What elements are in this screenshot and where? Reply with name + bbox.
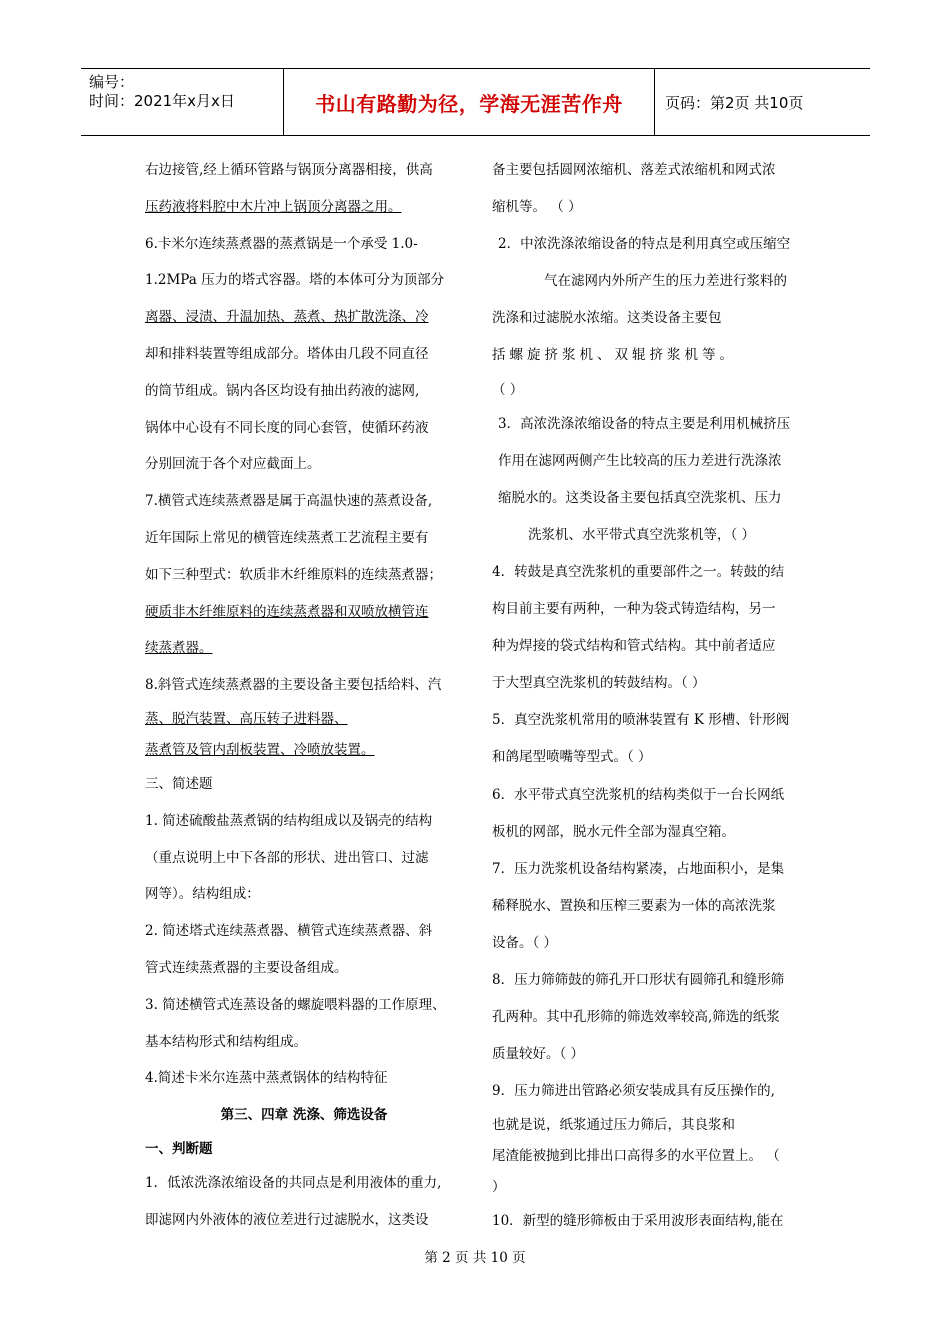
text-line: 孔两种。其中孔形筛的筛选效率较高,筛选的纸浆 (492, 1009, 780, 1026)
text-line: 备主要包括圆网浓缩机、落差式浓缩机和网式浓 (492, 162, 776, 178)
text-line: 作用在滤网两侧产生比较高的压力差进行洗涤浓 (498, 452, 782, 469)
header-meta-cell (81, 69, 284, 135)
text-line: 1．低浓洗涤浓缩设备的共同点是利用液体的重力, (145, 1174, 442, 1191)
text-line: 6.卡米尔连续蒸煮器的蒸煮锅是一个承受 1.0- (145, 235, 418, 252)
text-line: 括螺旋挤浆机、双辊挤浆机等。 (492, 347, 737, 364)
text-line: 7.横管式连续蒸煮器是属于高温快速的蒸煮设备, (145, 493, 433, 510)
text-line: 种为焊接的袋式结构和管式结构。其中前者适应 (492, 638, 776, 655)
text-line: 基本结构形式和结构组成。 (145, 1033, 307, 1050)
text-line: 缩机等。 （ ） (492, 199, 582, 216)
header-page-cell (655, 69, 870, 135)
text-line: 6．水平带式真空洗浆机的结构类似于一台长网纸 (492, 786, 785, 803)
text-line: 如下三种型式：软质非木纤维原料的连续蒸煮器； (145, 566, 442, 583)
text-line: 洗浆机、水平带式真空洗浆机等，（ ） (528, 526, 756, 543)
text-line: 2. 简述塔式连续蒸煮器、横管式连续蒸煮器、斜 (145, 923, 433, 940)
left-column (145, 152, 463, 1239)
text-line: 4．转鼓是真空洗浆机的重要部件之一。转鼓的结 (492, 563, 785, 580)
text-line: 5．真空洗浆机常用的喷淋装置有 K 形槽、针形阀 (492, 712, 790, 729)
text-line: 也就是说，纸浆通过压力筛后，其良浆和 (492, 1117, 735, 1134)
document-date-label: 时间：2021年x月x日 (89, 92, 235, 110)
text-line: 构目前主要有两种，一种为袋式铸造结构，另一 (492, 601, 776, 618)
text-line: 气在滤网内外所产生的压力差进行浆料的 (544, 273, 787, 290)
chapter-heading: 第三、四章 洗涤、筛选设备 (220, 1107, 388, 1124)
text-line: 近年国际上常见的横管连续蒸煮工艺流程主要有 (145, 529, 429, 546)
text-line: 管式连续蒸煮器的主要设备组成。 (145, 959, 348, 976)
text-line: 4.简述卡米尔连蒸中蒸煮锅体的结构特征 (145, 1070, 388, 1087)
page-footer: 第 2 页 共 10 页 (424, 1250, 526, 1266)
text-line: 离器、浸渍、升温加热、蒸煮、热扩散洗涤、冷 (145, 309, 429, 326)
text-line: 7．压力洗浆机设备结构紧凑，占地面积小，是集 (492, 860, 785, 877)
text-line: 设备。（ ） (492, 934, 558, 951)
text-line: 即滤网内外液体的液位差进行过滤脱水，这类设 (145, 1211, 429, 1228)
motto-text: 书山有路勤为径，学海无涯苦作舟 (315, 91, 623, 116)
document-number-label: 编号： (89, 73, 135, 91)
text-line: 1. 简述硫酸盐蒸煮锅的结构组成以及锅壳的结构 (145, 812, 433, 829)
text-line: 蒸煮管及管内刮板装置、冷喷放装置。 (145, 741, 375, 758)
text-line: （重点说明上中下各部的形状、进出管口、过滤 (145, 849, 429, 866)
text-line: 尾渣能被抛到比排出口高得多的水平位置上。 （ (492, 1148, 780, 1165)
text-line: 和鸽尾型喷嘴等型式。（ ） (492, 749, 652, 766)
text-line: 洗涤和过滤脱水浓缩。这类设备主要包 (492, 310, 722, 327)
text-line: 3．高浓洗涤浓缩设备的特点主要是利用机械挤压 (498, 415, 791, 432)
text-line: 于大型真空洗浆机的转鼓结构。（ ） (492, 675, 706, 692)
text-line: 压药液将料腔中木片冲上锅顶分离器之用。 (145, 198, 402, 215)
page-header (81, 68, 870, 136)
text-line: 右边接管,经上循环管路与锅顶分离器相接，供高 (145, 162, 433, 178)
text-line: 9．压力筛进出管路必须安装成具有反压操作的, (492, 1083, 775, 1100)
text-line: 蒸、脱汽装置、高压转子进料器、 (145, 710, 348, 727)
text-line: 2．中浓洗涤浓缩设备的特点是利用真空或压缩空 (498, 236, 791, 253)
text-line: （ ） (492, 381, 524, 398)
section-heading: 一、判断题 (145, 1140, 213, 1157)
text-line: 板机的网部，脱水元件全部为湿真空箱。 (492, 823, 735, 840)
text-line: 8．压力筛筛鼓的筛孔开口形状有圆筛孔和缝形筛 (492, 971, 785, 988)
text-line: 硬质非木纤维原料的连续蒸煮器和双喷放横管连 (145, 603, 429, 620)
header-motto-cell (284, 69, 655, 135)
text-line: 的筒节组成。锅内各区均设有抽出药液的滤网, (145, 382, 420, 399)
text-line: 1.2MPa 压力的塔式容器。塔的本体可分为顶部分 (145, 272, 445, 289)
page-info: 页码：第2页 共10页 (665, 93, 804, 112)
section-heading: 三、简述题 (145, 775, 213, 792)
text-line: 分别回流于各个对应截面上。 (145, 456, 321, 473)
right-column (492, 152, 810, 1240)
text-line: 网等）。结构组成： (145, 886, 260, 903)
text-line: 8.斜管式连续蒸煮器的主要设备主要包括给料、汽 (145, 677, 442, 694)
text-line: 却和排料装置等组成部分。塔体由几段不同直径 (145, 345, 429, 362)
text-line: 质量较好。（ ） (492, 1046, 585, 1063)
text-line: 缩脱水的。这类设备主要包括真空洗浆机、压力 (498, 489, 782, 506)
text-line: ） (492, 1179, 506, 1196)
text-line: 稀释脱水、置换和压榨三要素为一体的高浓洗浆 (492, 897, 776, 914)
text-line: 锅体中心设有不同长度的同心套管，使循环药液 (145, 419, 429, 436)
text-line: 续蒸煮器。 (145, 640, 213, 657)
text-line: 10．新型的缝形筛板由于采用波形表面结构,能在 (492, 1213, 784, 1230)
text-line: 3. 简述横管式连蒸设备的螺旋喂料器的工作原理、 (145, 996, 446, 1013)
